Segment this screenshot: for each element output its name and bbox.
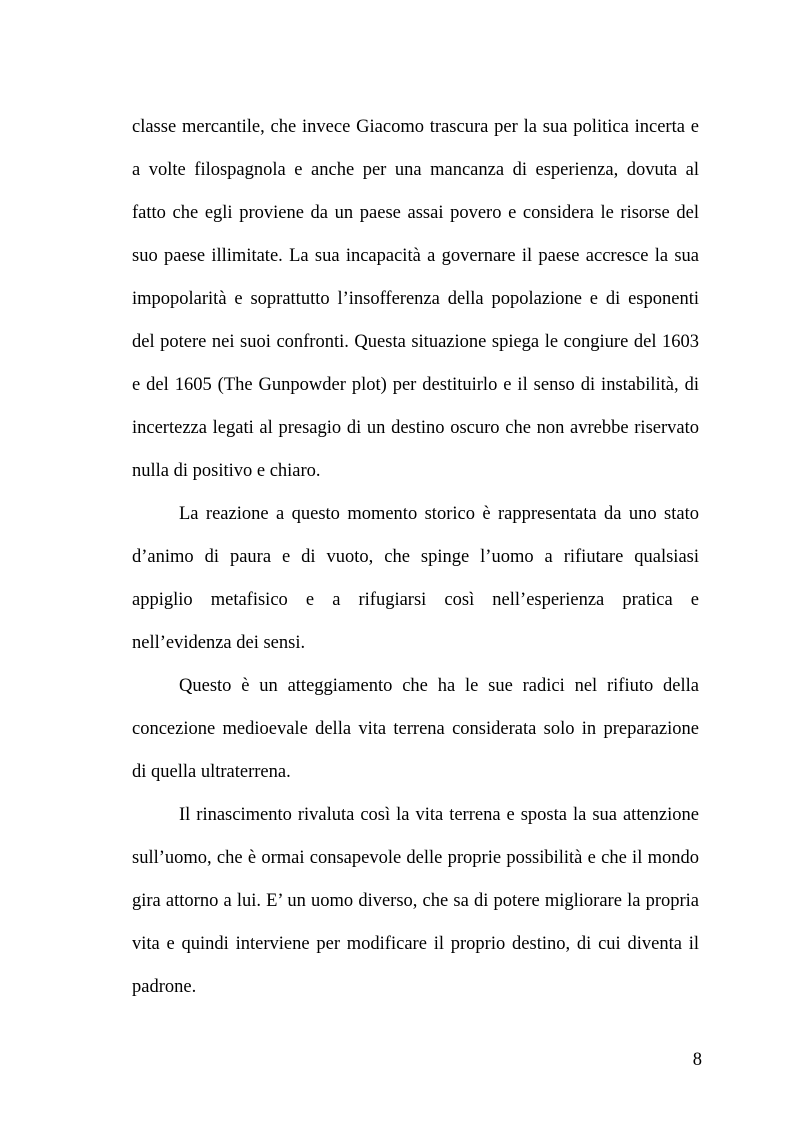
text-line: di quella ultraterrena. [132, 762, 291, 782]
text-line: nell’evidenza dei sensi. [132, 633, 306, 653]
text-line: del potere nei suoi confronti. Questa situazione spiega le congiure del 1603 [132, 332, 699, 352]
text-line: fatto che egli proviene da un paese assai povero e considera le risorse del [132, 203, 699, 223]
page-number: 8 [692, 1050, 702, 1070]
paragraph-first-line: La reazione a questo momento storico è rappresentata da uno stato [179, 504, 699, 524]
paragraph-first-line: Questo è un atteggiamento che ha le sue radici nel rifiuto della [179, 676, 699, 696]
text-line: vita e quindi interviene per modificare il proprio destino, di cui diventa il [132, 934, 699, 954]
text-line: e del 1605 (The Gunpowder plot) per destituirlo e il senso di instabilità, di [132, 375, 699, 395]
text-line: suo paese illimitate. La sua incapacità a governare il paese accresce la sua [132, 246, 699, 266]
text-line: gira attorno a lui. E’ un uomo diverso, che sa di potere migliorare la propria [132, 891, 699, 911]
text-line: impopolarità e soprattutto l’insofferenza della popolazione e di esponenti [132, 289, 699, 309]
text-line: padrone. [132, 977, 197, 997]
text-line: d’animo di paura e di vuoto, che spinge l’uomo a rifiutare qualsiasi [132, 547, 699, 567]
text-line: appiglio metafisico e a rifugiarsi così nell’esperienza pratica e [132, 590, 699, 610]
text-line: classe mercantile, che invece Giacomo trascura per la sua politica incerta e [132, 117, 699, 137]
paragraph-first-line: Il rinascimento rivaluta così la vita terrena e sposta la sua attenzione [179, 805, 699, 825]
text-line: concezione medioevale della vita terrena considerata solo in preparazione [132, 719, 699, 739]
text-line: nulla di positivo e chiaro. [132, 461, 321, 481]
text-line: incertezza legati al presagio di un destino oscuro che non avrebbe riservato [132, 418, 699, 438]
text-line: sull’uomo, che è ormai consapevole delle proprie possibilità e che il mondo [132, 848, 699, 868]
text-line: a volte filospagnola e anche per una mancanza di esperienza, dovuta al [132, 160, 699, 180]
